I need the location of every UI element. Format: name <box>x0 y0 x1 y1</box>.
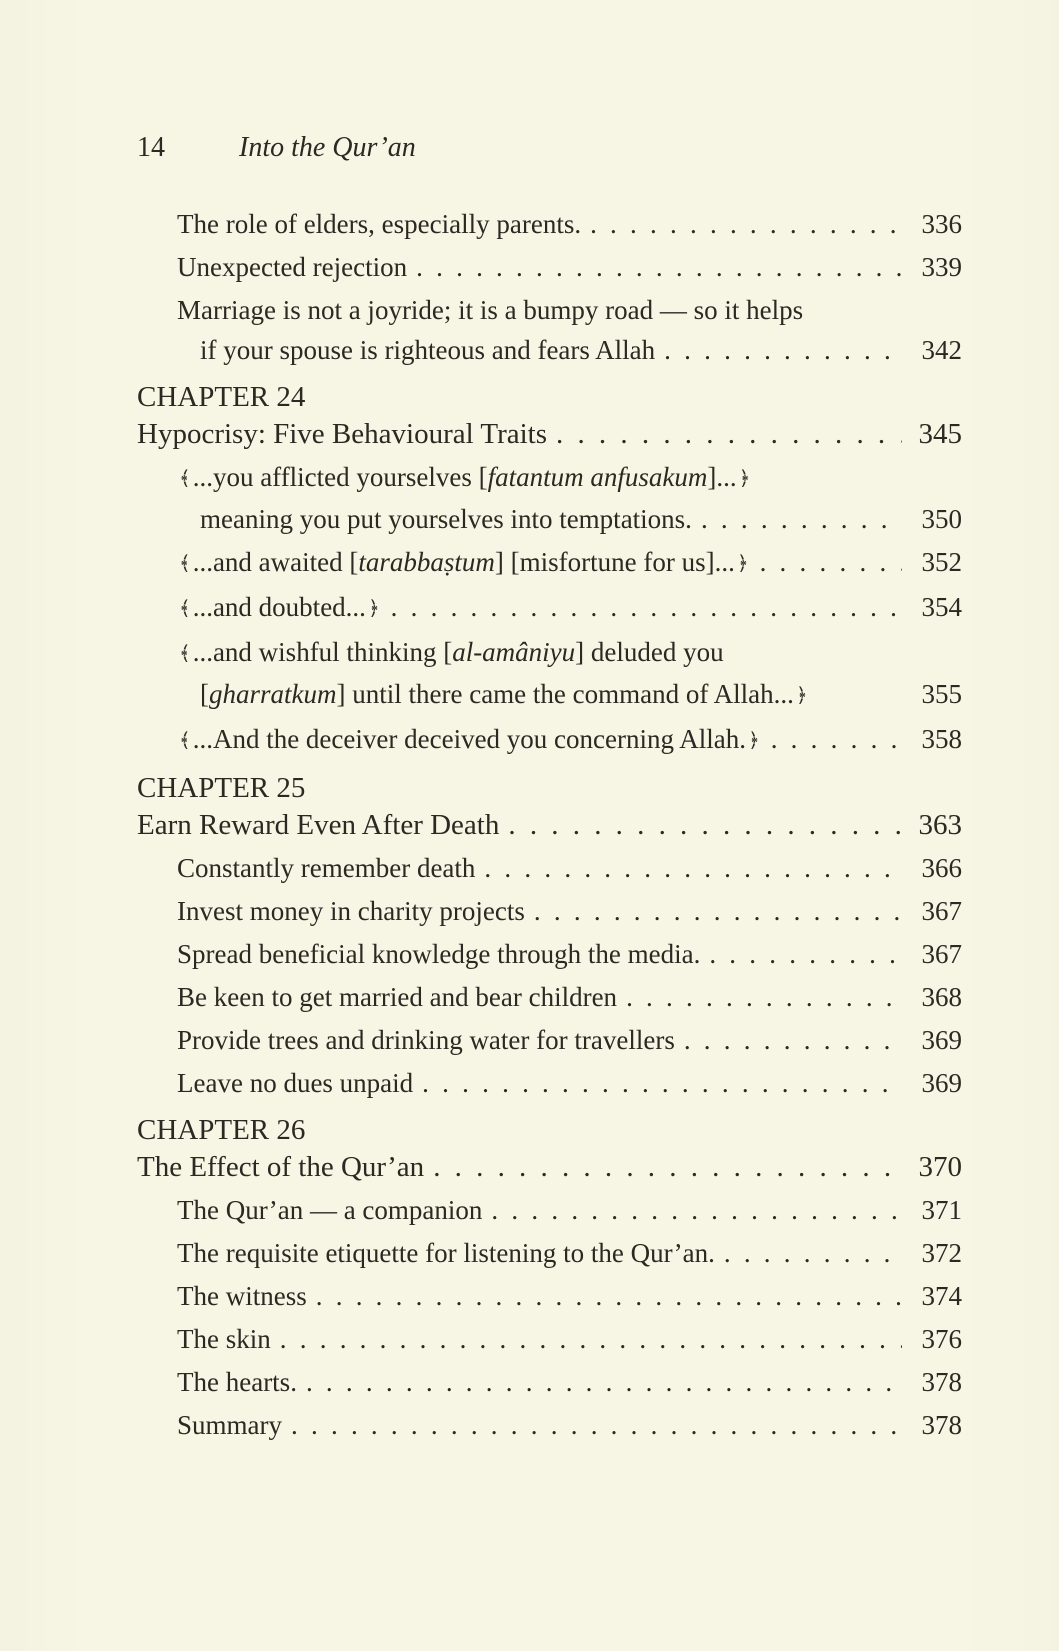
entry-text <box>177 545 751 581</box>
page-number: 363 <box>918 809 962 841</box>
toc-row <box>137 380 962 414</box>
toc-row <box>137 1113 962 1147</box>
entry-text <box>200 677 810 713</box>
page-number: 374 <box>921 1281 962 1311</box>
text-run: Marriage is not a joyride; it is a bumpy road — so it helps <box>177 295 804 325</box>
dot-leader <box>771 722 902 756</box>
entry-text <box>177 635 724 671</box>
text-run: Spread beneficial knowledge through the media. <box>177 939 701 969</box>
dot-leader <box>724 1236 902 1270</box>
quranic-bracket-icon: ﴿ <box>748 728 760 752</box>
quranic-bracket-icon: ﴾ <box>179 596 191 620</box>
toc-row <box>137 1236 962 1270</box>
toc-row <box>137 937 962 971</box>
text-run: ] [misfortune for us]... <box>494 547 735 577</box>
entry-text <box>177 207 581 241</box>
entry-text <box>177 293 803 327</box>
toc-entry <box>137 771 962 805</box>
page-number: 354 <box>921 592 962 622</box>
toc-entry <box>137 980 962 1014</box>
toc-row <box>137 635 962 671</box>
text-run: ...and doubted... <box>192 592 366 622</box>
text-run: ...you afflicted yourselves [ <box>192 462 488 492</box>
page-number: 376 <box>921 1324 962 1354</box>
page-number: 370 <box>918 1151 962 1183</box>
toc-list <box>137 207 962 1442</box>
toc-row <box>137 207 962 241</box>
quranic-bracket-icon: ﴿ <box>795 683 808 707</box>
text-run: Invest money in charity projects <box>177 896 525 926</box>
dot-leader <box>556 417 902 451</box>
page-number: 336 <box>921 209 962 239</box>
toc-row <box>137 722 962 758</box>
entry-text <box>177 590 382 626</box>
page-number: 339 <box>921 252 962 282</box>
toc-row <box>137 545 962 581</box>
entry-text <box>200 502 692 536</box>
quranic-bracket-icon: ﴾ <box>179 641 191 665</box>
dot-leader <box>664 333 902 367</box>
toc-row <box>137 1150 962 1184</box>
entry-text <box>200 333 655 367</box>
text-run: The requisite etiquette for listening to the Qur’an. <box>177 1238 715 1268</box>
toc-row <box>137 1023 962 1057</box>
entry-text <box>177 851 475 885</box>
dot-leader <box>316 1279 902 1313</box>
toc-entry <box>137 293 962 367</box>
entry-text <box>177 1322 271 1356</box>
text-run: ...and wishful thinking [ <box>192 637 453 667</box>
page-number: 378 <box>921 1410 962 1440</box>
toc-entry <box>137 250 962 284</box>
entry-text <box>137 417 547 451</box>
toc-row <box>137 333 962 367</box>
entry-text <box>137 771 305 805</box>
entry-text <box>137 380 305 414</box>
book-title: Into the Qur’an <box>239 132 416 163</box>
toc-entry <box>137 1236 962 1270</box>
quranic-bracket-icon: ﴾ <box>179 728 191 752</box>
dot-leader <box>291 1408 902 1442</box>
page-number: 355 <box>921 679 962 709</box>
text-run: tarabbaṣtum <box>358 547 495 577</box>
quranic-bracket-icon: ﴿ <box>367 596 380 620</box>
toc-row <box>137 1279 962 1313</box>
toc-row <box>137 460 962 496</box>
toc-entry <box>137 1023 962 1057</box>
dot-leader <box>484 851 902 885</box>
toc-entry <box>137 851 962 885</box>
entry-text <box>177 980 617 1014</box>
page-number: 369 <box>921 1025 962 1055</box>
page-number: 352 <box>921 547 962 577</box>
toc-row <box>137 417 962 451</box>
text-run: Leave no dues unpaid <box>177 1068 414 1098</box>
entry-text <box>137 808 499 842</box>
toc-entry <box>137 1365 962 1399</box>
toc-entry <box>137 1408 962 1442</box>
toc-entry <box>137 808 962 842</box>
text-run: The witness <box>177 1281 307 1311</box>
toc-row <box>137 590 962 626</box>
dot-leader <box>416 250 902 284</box>
dot-leader <box>491 1193 902 1227</box>
text-run: The Effect of the Qur’an <box>137 1151 425 1183</box>
toc-entry <box>137 722 962 758</box>
page-number: 350 <box>921 504 962 534</box>
text-run: The role of elders, especially parents. <box>177 209 582 239</box>
toc-entry <box>137 590 962 626</box>
dot-leader <box>306 1365 902 1399</box>
toc-row <box>137 502 962 536</box>
quranic-bracket-icon: ﴾ <box>179 551 191 575</box>
toc-entry <box>137 207 962 241</box>
page-number: 369 <box>921 1068 962 1098</box>
page-number: 368 <box>921 982 962 1012</box>
page-number: 366 <box>921 853 962 883</box>
page-number: 342 <box>921 335 962 365</box>
text-run: Hypocrisy: Five Behavioural Traits <box>137 418 548 450</box>
toc-entry <box>137 380 962 414</box>
entry-text <box>177 937 700 971</box>
entry-text <box>177 1023 675 1057</box>
text-run: The skin <box>177 1324 271 1354</box>
toc-row <box>137 677 962 713</box>
toc-row <box>137 808 962 842</box>
dot-leader <box>760 545 902 579</box>
toc-row <box>137 1193 962 1227</box>
toc-entry <box>137 937 962 971</box>
dot-leader <box>508 808 902 842</box>
page-number: 367 <box>921 896 962 926</box>
toc-row <box>137 293 962 327</box>
toc-entry <box>137 460 962 536</box>
toc-row <box>137 771 962 805</box>
text-run: meaning you put yourselves into temptations. <box>200 504 692 534</box>
toc-entry <box>137 1193 962 1227</box>
entry-text <box>177 1279 307 1313</box>
toc-row <box>137 1322 962 1356</box>
text-run: ...and awaited [ <box>192 547 359 577</box>
page-number: 378 <box>921 1367 962 1397</box>
entry-text <box>177 1066 413 1100</box>
page-number: 345 <box>918 418 962 450</box>
toc-row <box>137 250 962 284</box>
entry-text <box>177 250 407 284</box>
dot-leader <box>422 1066 902 1100</box>
text-run: CHAPTER 25 <box>137 772 306 804</box>
quranic-bracket-icon: ﴿ <box>738 466 751 490</box>
dot-leader <box>709 937 902 971</box>
dot-leader <box>280 1322 902 1356</box>
page-number: 372 <box>921 1238 962 1268</box>
dot-leader <box>433 1150 902 1184</box>
quranic-bracket-icon: ﴿ <box>736 551 749 575</box>
text-run: Unexpected rejection <box>177 252 408 282</box>
page-number: 367 <box>921 939 962 969</box>
dot-leader <box>626 980 902 1014</box>
toc-entry <box>137 1150 962 1184</box>
toc-entry <box>137 1066 962 1100</box>
toc-row <box>137 1408 962 1442</box>
text-run: ] until there came the command of Allah... <box>336 679 794 709</box>
quranic-bracket-icon: ﴾ <box>179 466 191 490</box>
toc-row <box>137 1066 962 1100</box>
toc-entry <box>137 545 962 581</box>
entry-text <box>137 1113 305 1147</box>
text-run: ...And the deceiver deceived you concerning Allah. <box>192 724 746 754</box>
text-run: Summary <box>177 1410 282 1440</box>
text-run: ] deluded you <box>575 637 724 667</box>
text-run: Be keen to get married and bear children <box>177 982 618 1012</box>
dot-leader <box>590 207 902 241</box>
entry-text <box>177 1193 482 1227</box>
entry-text <box>177 1365 297 1399</box>
toc-row <box>137 851 962 885</box>
text-run: ]... <box>707 462 737 492</box>
toc-entry <box>137 894 962 928</box>
page-number: 371 <box>921 1195 962 1225</box>
page-number: 358 <box>921 724 962 754</box>
toc-entry <box>137 1113 962 1147</box>
text-run: [ <box>200 679 209 709</box>
page-header <box>137 131 962 165</box>
text-run: Earn Reward Even After Death <box>137 809 500 841</box>
dot-leader <box>684 1023 902 1057</box>
toc-entry <box>137 1279 962 1313</box>
dot-leader <box>391 590 902 624</box>
text-run: The Qur’an — a companion <box>177 1195 483 1225</box>
text-run: Constantly remember death <box>177 853 476 883</box>
text-run: if your spouse is righteous and fears Allah <box>200 335 656 365</box>
text-run: al-amâniyu <box>452 637 576 667</box>
toc-row <box>137 980 962 1014</box>
entry-text <box>177 722 762 758</box>
entry-text <box>177 1236 715 1270</box>
dot-leader <box>701 502 902 536</box>
text-run: CHAPTER 24 <box>137 381 306 413</box>
toc-entry <box>137 635 962 713</box>
text-run: CHAPTER 26 <box>137 1114 306 1146</box>
folio-number: 14 <box>137 132 165 163</box>
toc-row <box>137 894 962 928</box>
entry-text <box>177 894 525 928</box>
toc-entry <box>137 1322 962 1356</box>
toc-entry <box>137 417 962 451</box>
text-run: The hearts. <box>177 1367 297 1397</box>
entry-text <box>177 1408 282 1442</box>
entry-text <box>177 460 752 496</box>
toc-row <box>137 1365 962 1399</box>
text-run: fatantum anfusakum <box>487 462 708 492</box>
dot-leader <box>534 894 902 928</box>
text-run: Provide trees and drinking water for travellers <box>177 1025 675 1055</box>
entry-text <box>137 1150 424 1184</box>
text-run: gharratkum <box>209 679 337 709</box>
